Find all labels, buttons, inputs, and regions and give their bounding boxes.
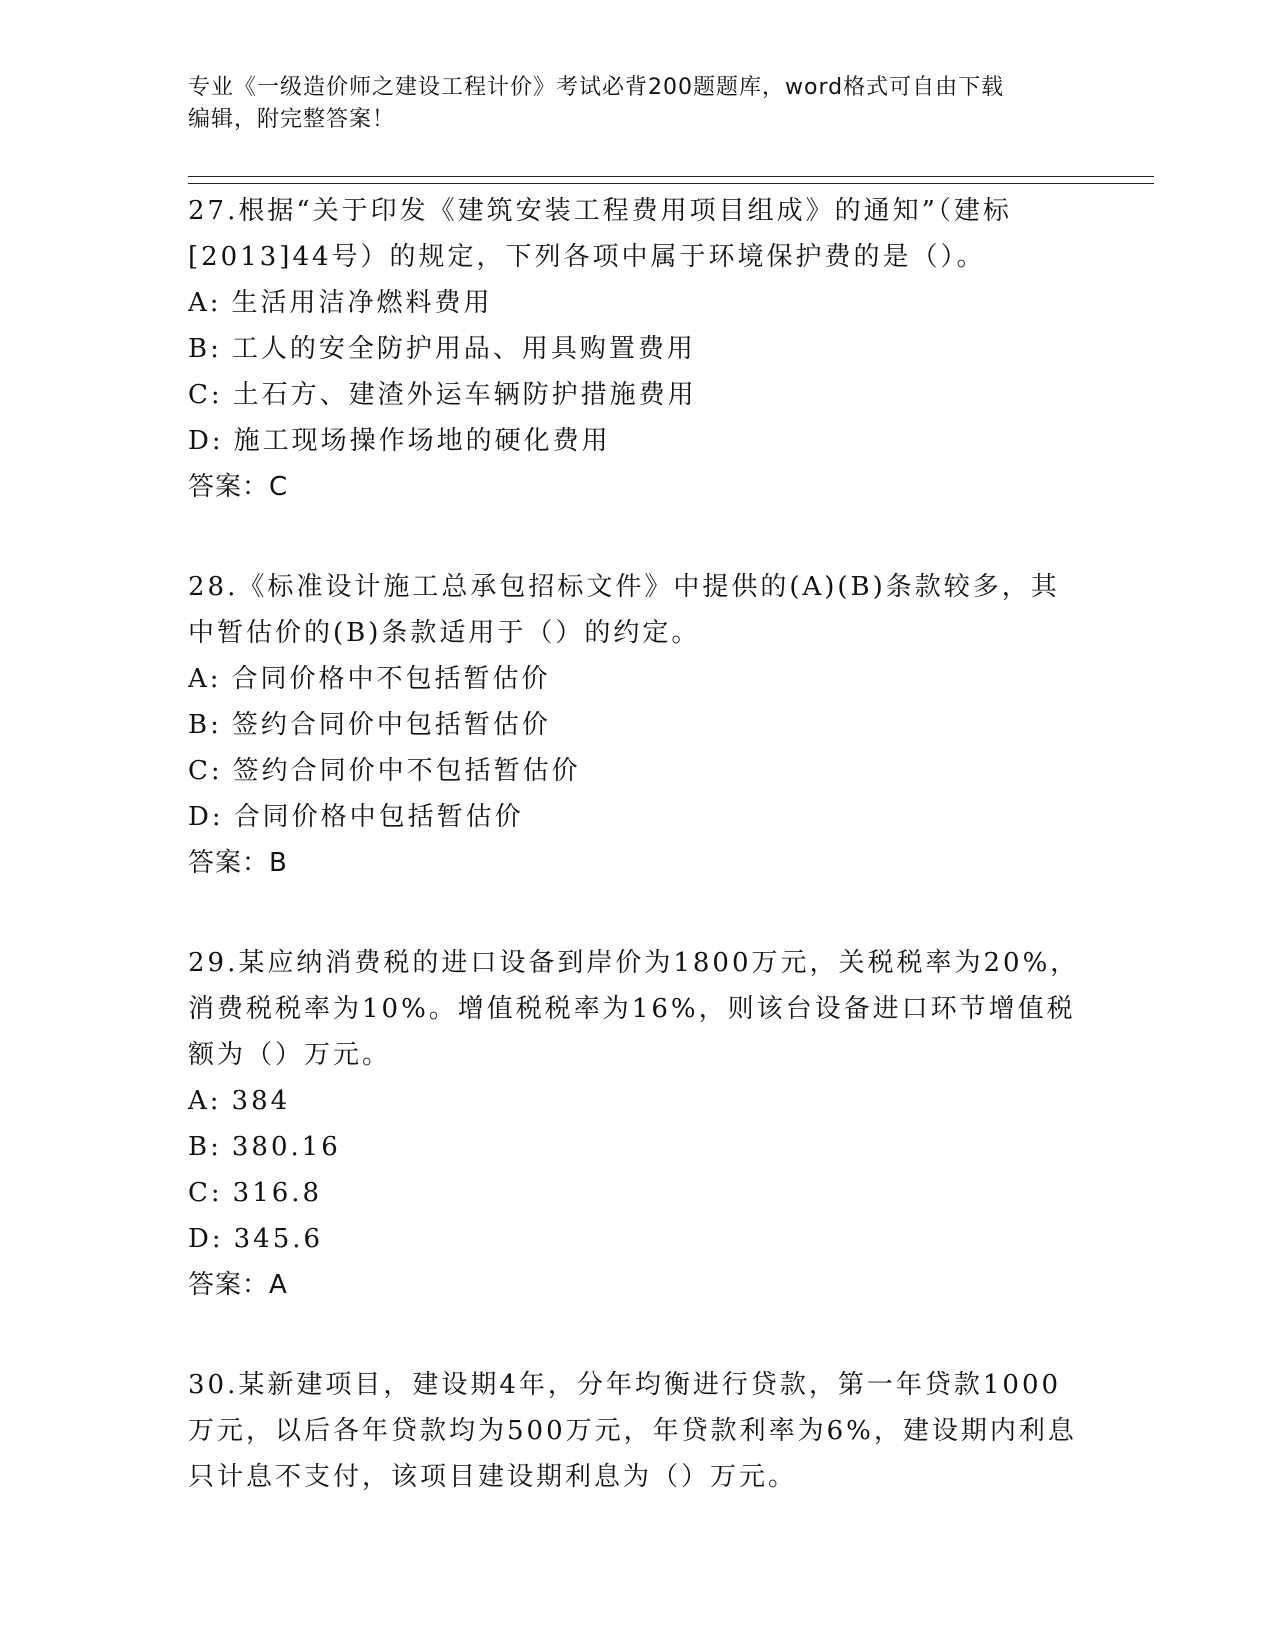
option-key: C:	[188, 1178, 223, 1208]
document-header	[188, 72, 1088, 136]
option-text: 生活用洁净燃料费用	[231, 288, 493, 318]
option-text: 316.8	[232, 1178, 323, 1208]
option-key: B:	[188, 1132, 222, 1162]
option-key: B:	[188, 710, 222, 740]
option-c	[188, 1170, 1088, 1216]
option-key: C:	[188, 380, 223, 410]
option-key: D:	[188, 1224, 224, 1254]
option-c	[188, 748, 1088, 794]
option-key: A:	[188, 288, 222, 318]
header-divider-bottom	[188, 183, 1154, 184]
option-a	[188, 656, 1088, 702]
option-d	[188, 794, 1088, 840]
answer-line: 答案：C	[188, 472, 289, 502]
option-text: 土石方、建渣外运车辆防护措施费用	[232, 380, 697, 410]
option-d	[188, 418, 1088, 464]
answer-line: 答案：B	[188, 848, 288, 878]
question-stem: 30.某新建项目，建设期4年，分年均衡进行贷款，第一年贷款1000万元，以后各年贷款均为500万元，年贷款利率为6%，建设期内利息只计息不支付，该项目建设期利息为（）万元。	[188, 1370, 1077, 1492]
option-text: 施工现场操作场地的硬化费用	[233, 426, 611, 456]
option-d	[188, 1216, 1088, 1262]
option-text: 345.6	[233, 1224, 324, 1254]
option-b	[188, 326, 1088, 372]
option-text: 签约合同价中包括暂估价	[231, 710, 551, 740]
option-c	[188, 372, 1088, 418]
option-a	[188, 280, 1088, 326]
question-30	[188, 1362, 1088, 1500]
question-stem: 29.某应纳消费税的进口设备到岸价为1800万元，关税税率为20%，消费税税率为10%。增值税税率为16%，则该台设备进口环节增值税额为（）万元。	[188, 948, 1080, 1070]
question-stem: 28.《标准设计施工总承包招标文件》中提供的(A)(B)条款较多，其中暂估价的(B)条款适用于（）的约定。	[188, 572, 1060, 648]
option-text: 签约合同价中不包括暂估价	[232, 756, 581, 786]
option-text: 384	[231, 1086, 291, 1116]
option-text: 380.16	[231, 1132, 341, 1162]
question-29	[188, 940, 1088, 1308]
question-28	[188, 564, 1088, 886]
option-a	[188, 1078, 1088, 1124]
option-b	[188, 1124, 1088, 1170]
answer-line: 答案：A	[188, 1270, 288, 1300]
header-line-2: 编辑，附完整答案！	[188, 107, 396, 132]
question-stem: 27.根据“关于印发《建筑安装工程费用项目组成》的通知”（建标[2013]44号）的规定，下列各项中属于环境保护费的是（）。	[188, 196, 1012, 272]
option-key: A:	[188, 664, 222, 694]
option-key: D:	[188, 802, 224, 832]
option-text: 工人的安全防护用品、用具购置费用	[231, 334, 696, 364]
option-key: D:	[188, 426, 224, 456]
option-text: 合同价格中包括暂估价	[233, 802, 524, 832]
option-text: 合同价格中不包括暂估价	[231, 664, 551, 694]
option-key: A:	[188, 1086, 222, 1116]
option-b	[188, 702, 1088, 748]
header-line-1: 专业《一级造价师之建设工程计价》考试必背200题题库，word格式可自由下载	[188, 75, 1005, 100]
option-key: C:	[188, 756, 223, 786]
header-divider-top	[188, 176, 1154, 177]
question-27	[188, 188, 1088, 510]
option-key: B:	[188, 334, 222, 364]
question-list	[188, 188, 1088, 1554]
